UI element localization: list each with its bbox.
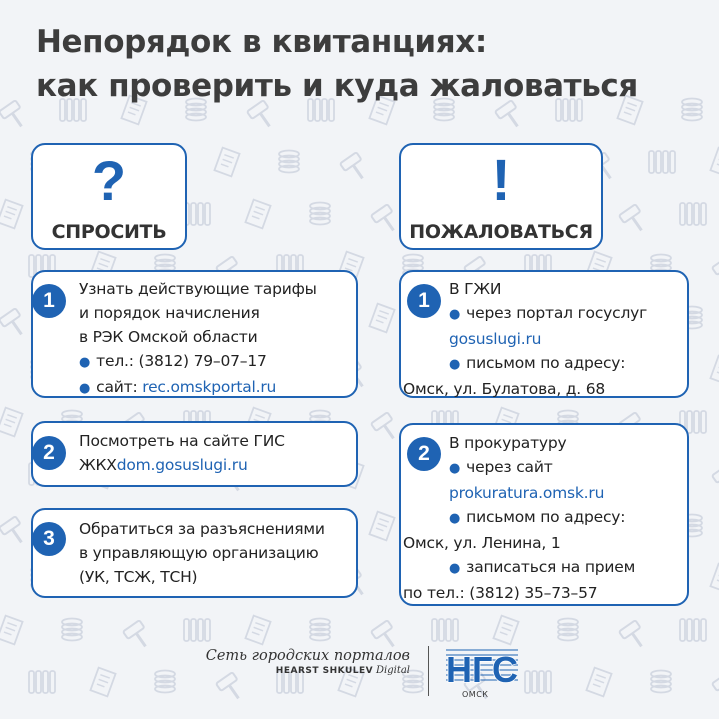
ngs-logo[interactable] (442, 644, 522, 692)
bullet-icon: ● (449, 461, 461, 476)
pattern-document-icon (493, 616, 518, 645)
pattern-coins-icon (558, 619, 578, 641)
pattern-radiator-icon (184, 619, 210, 641)
pattern-gavel-icon (712, 672, 719, 704)
pattern-gavel-icon (340, 152, 371, 184)
pattern-document-icon (0, 616, 23, 645)
page-title (36, 20, 696, 108)
ask-label: СПРОСИТЬ (51, 221, 167, 243)
pattern-coins-icon (155, 671, 175, 693)
pattern-document-icon (0, 408, 23, 437)
ngs-logo-text: НГС (446, 649, 518, 690)
pattern-document-icon (710, 564, 719, 593)
pattern-document-icon (214, 148, 239, 177)
bullet-icon: ● (449, 307, 461, 322)
address-line: Омск, ул. Ленина, 1 (403, 534, 561, 552)
pattern-document-icon (586, 668, 611, 697)
pattern-coins-icon (651, 671, 671, 693)
item-text: Узнать действующие тарифы (79, 280, 317, 298)
exclamation-mark-icon: ! (491, 148, 511, 213)
pattern-document-icon (245, 200, 270, 229)
brand-line-1: Сеть городских порталов (205, 648, 410, 664)
pattern-document-icon (245, 616, 270, 645)
complain-item-2 (399, 423, 689, 606)
ask-item-1 (31, 270, 358, 398)
number-badge: 2 (407, 437, 441, 471)
complain-item-1 (399, 270, 689, 398)
pattern-gavel-icon (0, 100, 30, 132)
pattern-gavel-icon (0, 308, 30, 340)
pattern-radiator-icon (432, 619, 458, 641)
bullet-icon: ● (449, 357, 461, 372)
complain-header-card (399, 143, 603, 250)
question-mark-icon: ? (91, 149, 127, 212)
pattern-gavel-icon (216, 672, 247, 704)
ask-item-3 (31, 508, 358, 598)
pattern-gavel-icon (619, 204, 650, 236)
number-badge: 1 (32, 284, 66, 318)
item-text: (УК, ТСЖ, ТСН) (79, 568, 198, 586)
pattern-radiator-icon (184, 203, 210, 225)
item-text: и порядок начисления (79, 304, 260, 322)
pattern-document-icon (369, 512, 394, 541)
pattern-gavel-icon (371, 412, 402, 444)
item-text: Посмотреть на сайте ГИС (79, 432, 285, 450)
pattern-radiator-icon (649, 151, 675, 173)
ngs-city-label: ОМСК (462, 690, 489, 699)
item-text-line: ЖКХdom.gosuslugi.ru (79, 456, 248, 474)
bullet-line: ● записаться на прием (449, 558, 636, 576)
pattern-document-icon (90, 668, 115, 697)
pattern-document-icon (0, 200, 23, 229)
bullet-line: ● через сайт (449, 458, 553, 476)
bullet-icon: ● (449, 511, 461, 526)
item-heading: В прокуратуру (449, 434, 567, 452)
pattern-radiator-icon (680, 619, 706, 641)
ask-header-card (31, 143, 187, 250)
pattern-document-icon (710, 356, 719, 385)
pattern-gavel-icon (123, 620, 154, 652)
item-text: в РЭК Омской области (79, 328, 258, 346)
bullet-line: ● письмом по адресу: (449, 508, 626, 526)
pattern-gavel-icon (371, 204, 402, 236)
number-badge: 1 (407, 284, 441, 318)
gis-site-link[interactable]: dom.gosuslugi.ru (116, 456, 248, 474)
address-line: Омск, ул. Булатова, д. 68 (403, 380, 606, 398)
pattern-coins-icon (279, 151, 299, 173)
complain-label: ПОЖАЛОВАТЬСЯ (409, 221, 593, 243)
item-text: Обратиться за разъяснениями (79, 520, 325, 538)
bullet-line: ● через портал госуслуг (449, 304, 648, 322)
phone-line: по тел.: (3812) 35–73–57 (403, 584, 598, 602)
network-brand (205, 648, 410, 676)
number-badge: 2 (32, 436, 66, 470)
bullet-icon: ● (449, 561, 461, 576)
pattern-coins-icon (310, 619, 330, 641)
site-line: ● сайт: rec.omskportal.ru (79, 378, 277, 396)
pattern-radiator-icon (680, 203, 706, 225)
number-badge: 3 (32, 522, 66, 556)
item-text: в управляющую организацию (79, 544, 319, 562)
bullet-line: ● письмом по адресу: (449, 354, 626, 372)
ask-item-2 (31, 421, 358, 487)
pattern-document-icon (369, 304, 394, 333)
gosuslugi-link[interactable]: gosuslugi.ru (449, 330, 542, 348)
pattern-gavel-icon (0, 516, 30, 548)
bullet-icon: ● (79, 355, 91, 370)
pattern-gavel-icon (619, 620, 650, 652)
pattern-radiator-icon (29, 671, 55, 693)
bullet-icon: ● (79, 381, 91, 396)
brand-line-2: HEARST SHKULEV Digital (275, 665, 410, 676)
prokuratura-link[interactable]: prokuratura.omsk.ru (449, 484, 605, 502)
item-heading: В ГЖИ (449, 280, 502, 298)
pattern-radiator-icon (525, 671, 551, 693)
pattern-gavel-icon (712, 464, 719, 496)
phone-line: ● тел.: (3812) 79–07–17 (79, 352, 267, 370)
pattern-gavel-icon (712, 256, 719, 288)
pattern-coins-icon (62, 619, 82, 641)
title-line-2: как проверить и куда жаловаться (36, 68, 638, 104)
pattern-document-icon (710, 148, 719, 177)
footer-divider (428, 646, 429, 696)
pattern-coins-icon (310, 203, 330, 225)
rec-site-link[interactable]: rec.omskportal.ru (142, 378, 277, 396)
title-line-1: Непорядок в квитанциях: (36, 24, 487, 60)
